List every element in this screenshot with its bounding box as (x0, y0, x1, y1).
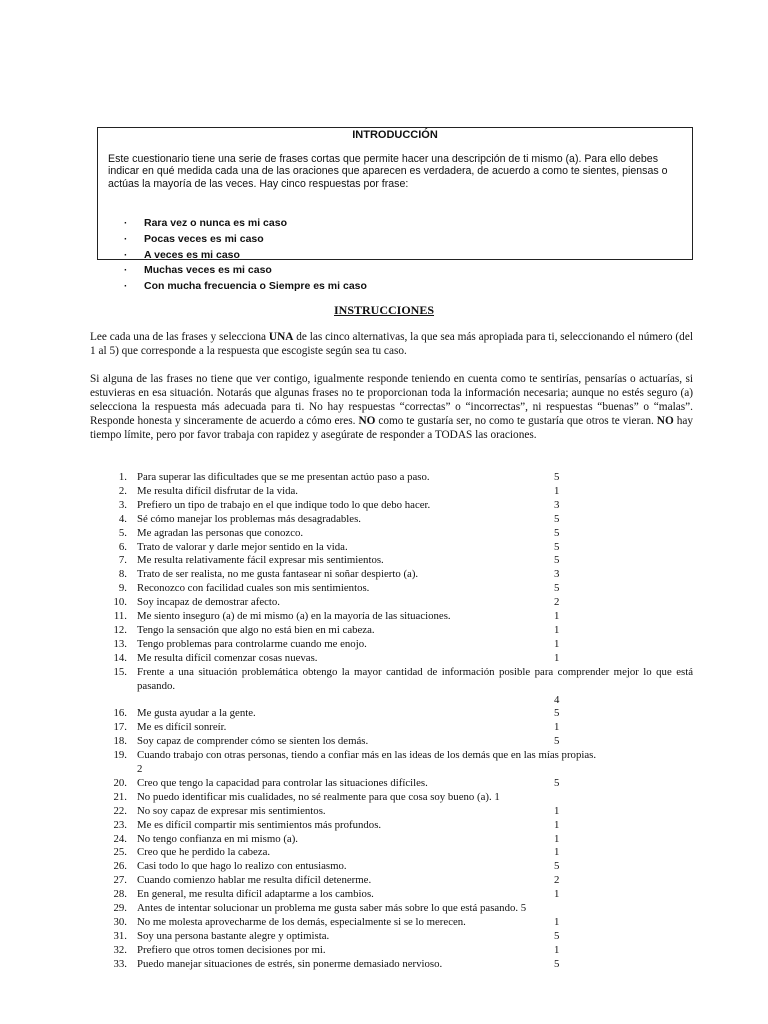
question-answer: 5 (554, 735, 560, 748)
question-text: Trato de valorar y darle mejor sentido en la vida. (137, 540, 348, 553)
question-item (90, 819, 693, 833)
question-item (90, 554, 693, 568)
question-item (90, 846, 693, 860)
question-answer: 5 (554, 540, 560, 553)
question-answer: 3 (554, 498, 560, 511)
instructions-paragraph-1: Lee cada una de las frases y selecciona UNA de las cinco alternativas, la que sea más apropiada para ti, seleccionando el número (del 1 al 5) que corresponde a la respuesta que escogiste según sea tu caso. (90, 331, 693, 357)
question-answer: 2 (137, 763, 143, 776)
question-text: No soy capaz de expresar mis sentimientos. (137, 804, 326, 817)
question-number: 2. (118, 484, 127, 497)
bullet-icon: · (124, 233, 128, 245)
question-answer: 3 (554, 568, 560, 581)
question-item (90, 485, 693, 499)
question-text: Sé cómo manejar los problemas más desagradables. (137, 512, 361, 525)
question-item (90, 527, 693, 541)
question-text: Casi todo lo que hago lo realizo con entusiasmo. (137, 860, 347, 873)
question-text: Me resulta difícil disfrutar de la vida. (137, 484, 298, 497)
question-text: No tengo confianza en mi mismo (a). (137, 832, 299, 845)
response-options-list (124, 216, 367, 295)
question-text: Puedo manejar situaciones de estrés, sin ponerme demasiado nervioso. (137, 957, 443, 970)
question-number: 32. (113, 943, 127, 956)
question-number: 3. (118, 498, 127, 511)
question-answer: 5 (554, 582, 560, 595)
question-text: Prefiero que otros tomen decisiones por mi. (137, 943, 326, 956)
question-item (90, 958, 693, 972)
bullet-icon: · (124, 249, 128, 261)
question-answer: 1 (554, 804, 560, 817)
question-item (90, 874, 693, 888)
response-option: · Muchas veces es mi caso (124, 263, 367, 279)
question-item (90, 666, 693, 708)
question-text: Me gusta ayudar a la gente. (137, 707, 256, 720)
question-number: 29. (113, 902, 127, 915)
question-answer: 5 (554, 860, 560, 873)
instructions-paragraph-2: Si alguna de las frases no tiene que ver contigo, igualmente responde teniendo en cuenta como te sentirías, pensarías o actuarías, si estuvieras en esa situación. Notarás que algunas frases no te proporcionan toda la información necesaria; aunque no estés seguro (a) selecciona la respuesta más adecuada para ti. No hay respuestas “correctas” o “incorrectas”, ni respuestas “buenas” o “malas”. Responde honesta y sinceramente de acuerdo a cómo eres. NO como te gustaría ser, no como te gustaría que otros te vieran. NO hay tiempo límite, pero por favor trabaja con rapidez y asegúrate de responder a TODAS las oraciones. (90, 373, 694, 441)
question-number: 5. (118, 526, 127, 539)
question-number: 28. (113, 888, 127, 901)
question-answer: 1 (554, 651, 560, 664)
question-text: Trato de ser realista, no me gusta fantasear ni soñar despierto (a). (137, 568, 419, 581)
question-item (90, 902, 693, 916)
question-text: Tengo problemas para controlarme cuando me enojo. (137, 637, 367, 650)
question-answer: 1 (554, 623, 560, 636)
response-option: · Pocas veces es mi caso (124, 232, 367, 248)
question-number: 20. (113, 776, 127, 789)
question-number: 24. (113, 832, 127, 845)
question-text: No me molesta aprovecharme de los demás, especialmente si se lo merecen. (137, 916, 466, 928)
question-answer: 5 (520, 902, 527, 915)
question-item (90, 860, 693, 874)
question-answer: 1 (554, 846, 560, 859)
question-item (90, 624, 693, 638)
question-answer: 2 (554, 874, 560, 887)
question-answer: 1 (554, 832, 560, 845)
question-number: 31. (113, 929, 127, 942)
question-item (90, 749, 693, 777)
question-item (90, 735, 693, 749)
question-number: 23. (113, 818, 127, 831)
question-text: Soy capaz de comprender cómo se sienten los demás. (137, 735, 369, 748)
question-answer: 5 (554, 707, 560, 720)
question-number: 26. (113, 860, 127, 873)
question-item (90, 888, 693, 902)
question-number: 21. (113, 790, 127, 803)
question-item (90, 833, 693, 847)
instructions-title: INSTRUCCIONES (333, 303, 435, 317)
question-answer: 5 (554, 776, 560, 789)
question-number: 18. (113, 735, 127, 748)
question-number: 10. (113, 596, 127, 609)
question-number: 17. (113, 721, 127, 734)
question-item (90, 610, 693, 624)
question-text: Creo que he perdido la cabeza. (137, 846, 271, 859)
question-text: Creo que tengo la capacidad para controlar las situaciones difíciles. (137, 776, 428, 789)
question-item (90, 638, 693, 652)
question-number: 4. (118, 512, 127, 525)
question-answer: 1 (554, 484, 560, 497)
question-answer: 2 (554, 596, 560, 609)
question-answer: 1 (554, 721, 560, 734)
question-answer: 5 (554, 471, 560, 483)
question-item (90, 916, 693, 930)
question-item (90, 596, 693, 610)
question-item (90, 721, 693, 735)
question-text: Me siento inseguro (a) de mi mismo (a) en la mayoría de las situaciones. (137, 610, 451, 623)
question-number: 16. (113, 707, 127, 720)
question-number: 27. (113, 874, 127, 887)
question-answer: 1 (554, 637, 560, 650)
introduction-text: Este cuestionario tiene una serie de frases cortas que permite hacer una descripción de ti mismo (a). Para ello debes indicar en qué medida cada una de las oraciones que aparecen es verdadera, de acuerdo a como te sientes, piensas o actúas la mayoría de las veces. Hay cinco respuestas por frase: (108, 153, 668, 190)
bullet-icon: · (124, 218, 128, 229)
question-number: 6. (118, 540, 127, 553)
question-answer: 1 (554, 888, 560, 901)
question-text: Me es difícil sonreír. (137, 721, 227, 734)
question-answer: 5 (554, 929, 560, 942)
question-number: 9. (118, 582, 127, 595)
question-item (90, 930, 693, 944)
question-item (90, 652, 693, 666)
introduction-title: INTRODUCCIÓN (352, 129, 438, 141)
question-text: Soy incapaz de demostrar afecto. (137, 596, 280, 609)
question-item (90, 568, 693, 582)
question-text: Soy una persona bastante alegre y optimista. (137, 929, 330, 942)
question-text: Reconozco con facilidad cuales son mis sentimientos. (137, 582, 370, 595)
question-text: En general, me resulta difícil adaptarme a los cambios. (137, 888, 374, 901)
question-item (90, 499, 693, 513)
question-answer: 1 (554, 916, 560, 928)
question-text: No puedo identificar mis cualidades, no sé realmente para que cosa soy bueno (a). (137, 790, 492, 803)
response-option: · Con mucha frecuencia o Siempre es mi caso (124, 279, 367, 295)
question-number: 8. (118, 568, 127, 581)
question-answer: 5 (554, 957, 560, 970)
question-text: Prefiero un tipo de trabajo en el que indique todo lo que debo hacer. (137, 498, 431, 511)
question-text: Cuando comienzo hablar me resulta difícil detenerme. (137, 874, 372, 887)
question-item (90, 541, 693, 555)
response-option: · Rara vez o nunca es mi caso (124, 216, 367, 232)
question-text: Me resulta difícil comenzar cosas nuevas. (137, 651, 318, 664)
question-number: 19. (113, 749, 127, 762)
question-text: Cuando trabajo con otras personas, tiendo a confiar más en las ideas de los demás que en las mías propias. (137, 749, 597, 762)
question-number: 33. (113, 957, 127, 970)
question-answer: 5 (554, 526, 560, 539)
question-number: 12. (113, 623, 127, 636)
question-item (90, 791, 693, 805)
bullet-icon: · (124, 265, 128, 277)
question-item (90, 707, 693, 721)
question-item (90, 582, 693, 596)
question-answer: 1 (554, 943, 560, 956)
question-answer: 1 (554, 818, 560, 831)
question-item (90, 944, 693, 958)
bullet-icon: · (124, 281, 128, 293)
question-answer: 1 (494, 790, 500, 803)
question-text: Antes de intentar solucionar un problema me gusta saber más sobre lo que está pasando. (137, 902, 519, 915)
question-answer: 4 (554, 693, 560, 706)
question-text: Me agradan las personas que conozco. (137, 526, 304, 539)
question-text: Me es difícil compartir mis sentimientos más profundos. (137, 818, 382, 831)
question-number: 30. (113, 916, 127, 928)
questions-list (90, 471, 693, 972)
question-text: Tengo la sensación que algo no está bien en mi cabeza. (137, 623, 375, 636)
question-number: 7. (118, 554, 127, 567)
question-number: 1. (118, 471, 127, 483)
question-text: Para superar las dificultades que se me presentan actúo paso a paso. (137, 471, 430, 483)
question-item (90, 805, 693, 819)
question-number: 11. (113, 610, 127, 623)
question-text: Me resulta relativamente fácil expresar mis sentimientos. (137, 554, 384, 567)
question-number: 13. (113, 637, 127, 650)
question-item (90, 777, 693, 791)
question-number: 15. (113, 665, 127, 678)
question-number: 25. (113, 846, 127, 859)
response-option: · A veces es mi caso (124, 248, 367, 264)
question-number: 22. (113, 804, 127, 817)
question-answer: 5 (554, 512, 560, 525)
question-item (90, 471, 693, 485)
question-item (90, 513, 693, 527)
question-text: Frente a una situación problemática obtengo la mayor cantidad de información posible para comprender mejor lo que está pasando. (137, 665, 693, 692)
question-answer: 5 (554, 554, 560, 567)
question-number: 14. (113, 651, 127, 664)
question-answer: 1 (554, 610, 560, 623)
